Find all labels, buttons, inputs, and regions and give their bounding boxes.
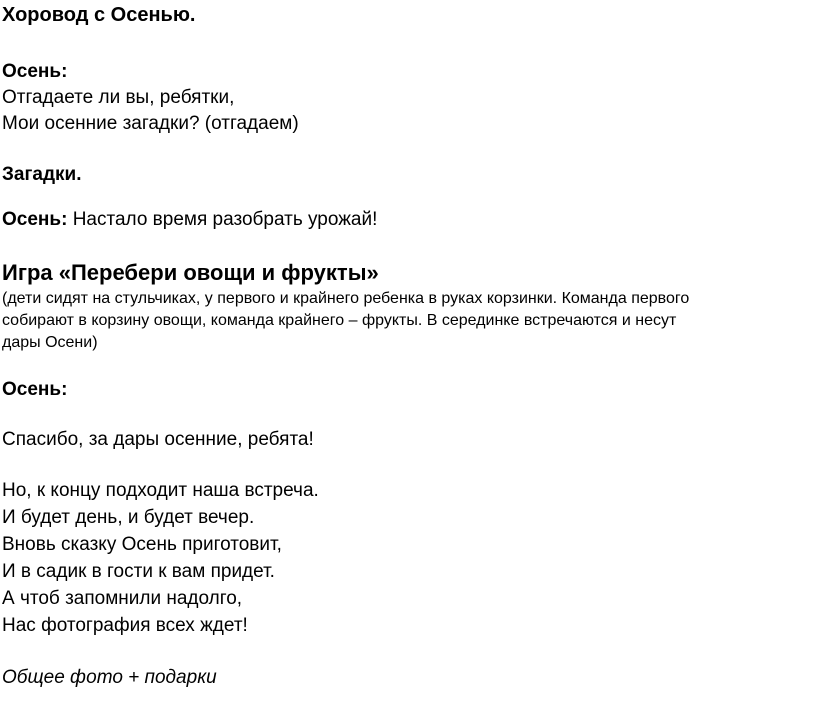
thanks-line: Спасибо, за дары осенние, ребята! bbox=[2, 429, 314, 450]
riddle-intro-line-2: Мои осенние загадки? (отгадаем) bbox=[2, 113, 299, 134]
game-description-line-2: собирают в корзину овощи, команда крайнего – фрукты. В серединке встречаются и несут bbox=[2, 312, 677, 329]
poem-line-5: А чтоб запомнили надолго, bbox=[2, 588, 243, 609]
harvest-line bbox=[2, 207, 377, 233]
speaker-label-2: Осень: bbox=[2, 209, 68, 230]
game-description-line-1: (дети сидят на стульчиках, у первого и крайнего ребенка в руках корзинки. Команда первого bbox=[2, 290, 690, 307]
poem-line-3: Вновь сказку Осень приготовит, bbox=[2, 534, 282, 555]
game-title: Игра «Перебери овощи и фрукты» bbox=[2, 260, 379, 285]
footer-note: Общее фото + подарки bbox=[2, 667, 217, 688]
poem-line-1: Но, к концу подходит наша встреча. bbox=[2, 480, 319, 501]
poem-line-6: Нас фотография всех ждет! bbox=[2, 615, 248, 636]
game-description-line-3: дары Осени) bbox=[2, 334, 98, 351]
riddles-heading: Загадки. bbox=[2, 164, 82, 185]
page-title: Хоровод с Осенью. bbox=[2, 4, 196, 26]
speaker-label-3: Осень: bbox=[2, 379, 68, 400]
speaker-label-1: Осень: bbox=[2, 61, 68, 82]
harvest-text: Настало время разобрать урожай! bbox=[72, 209, 378, 230]
poem-line-4: И в садик в гости к вам придет. bbox=[2, 561, 275, 582]
riddle-intro-line-1: Отгадаете ли вы, ребятки, bbox=[2, 87, 235, 108]
poem-line-2: И будет день, и будет вечер. bbox=[2, 507, 255, 528]
